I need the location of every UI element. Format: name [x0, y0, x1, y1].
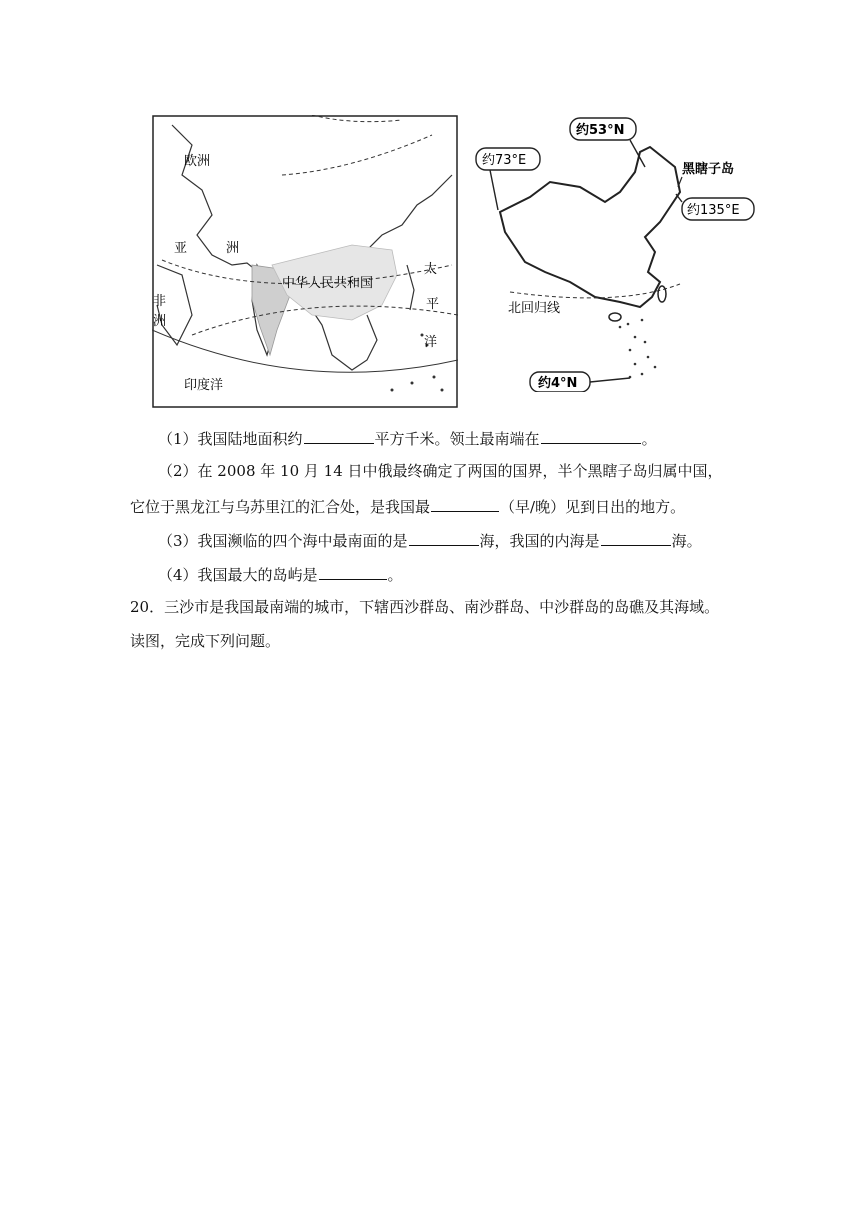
answer-blank[interactable]: [431, 495, 499, 512]
question-20-line-1: 20．三沙市是我国最南端的城市，下辖西沙群岛、南沙群岛、中沙群岛的岛礁及其海域。: [130, 598, 720, 616]
label-europe: 欧洲: [184, 154, 211, 169]
label-indian-ocean: 印度洋: [184, 378, 224, 393]
answer-blank[interactable]: [409, 529, 479, 546]
label-africa-b: 洲: [153, 314, 167, 329]
label-heixiazi: 黑瞎子岛: [682, 162, 735, 177]
question-2-line-1: （2）在 2008 年 10 月 14 日中俄最终确定了两国的国界，半个黑瞎子岛归属中国，: [158, 462, 723, 480]
answer-blank[interactable]: [304, 427, 374, 444]
label-africa-a: 非: [153, 294, 167, 309]
question-2-line-2: 它位于黑龙江与乌苏里江的汇合处，是我国最 （早/晚）见到日出的地方。: [130, 495, 685, 517]
answer-blank[interactable]: [601, 529, 671, 546]
label-lon-135: 约135°E: [687, 203, 740, 218]
label-lat-4: 约4°N: [538, 376, 578, 391]
answer-blank[interactable]: [319, 563, 387, 580]
label-asia-b: 洲: [226, 241, 240, 256]
label-tropic: 北回归线: [508, 301, 561, 316]
label-pacific-2: 平: [426, 297, 440, 312]
label-asia-a: 亚: [174, 241, 188, 256]
question-1: （1）我国陆地面积约 平方千米。领土最南端在 。: [158, 427, 657, 449]
question-4: （4）我国最大的岛屿是 。: [158, 563, 403, 585]
label-china: 中华人民共和国: [282, 276, 374, 291]
asia-map: [152, 115, 458, 408]
question-20-line-2: 读图，完成下列问题。: [130, 632, 281, 650]
china-map: [470, 112, 770, 392]
label-lat-53: 约53°N: [576, 123, 625, 138]
question-3: （3）我国濒临的四个海中最南面的是 海，我国的内海是 海。: [158, 529, 702, 551]
answer-blank[interactable]: [541, 427, 641, 444]
label-lon-73: 约73°E: [482, 153, 527, 168]
label-pacific-1: 太: [424, 262, 438, 277]
label-pacific-3: 洋: [424, 335, 438, 350]
